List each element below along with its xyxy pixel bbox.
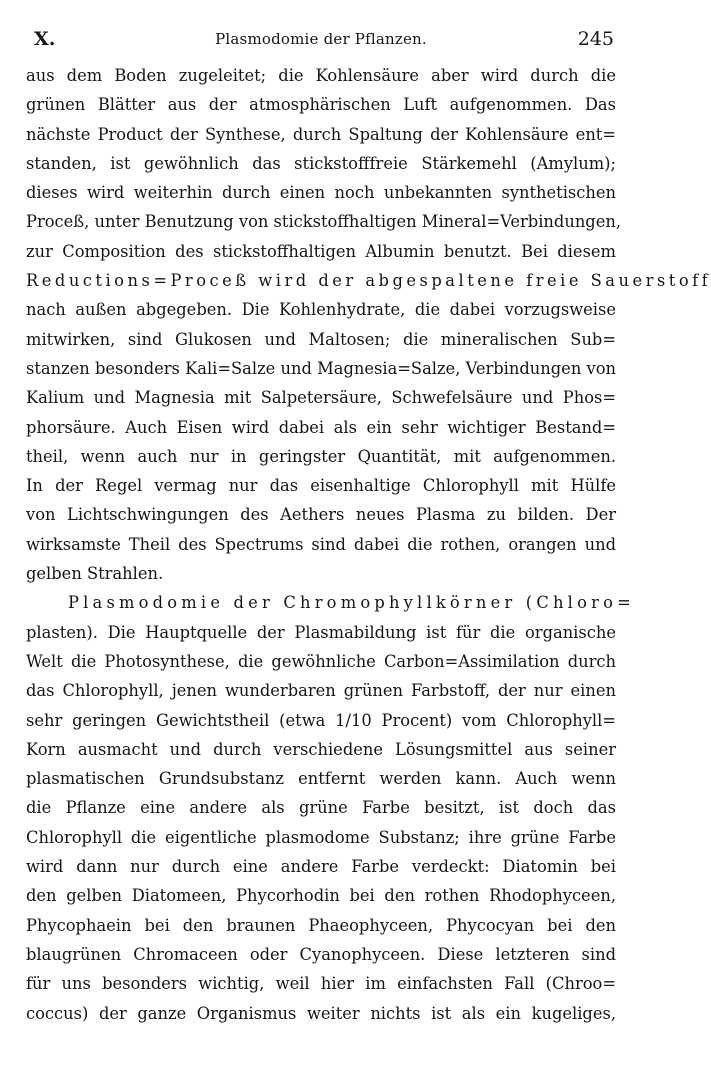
text-line: grünen Blätter aus der atmosphärischen Luft aufgenommen. Das — [26, 95, 616, 115]
text-line: theil, wenn auch nur in geringster Quantität, mit aufgenommen. — [26, 446, 616, 466]
page-number: 245 — [577, 28, 614, 50]
text-line: nach außen abgegeben. Die Kohlenhydrate, die dabei vorzugsweise — [26, 300, 616, 320]
text-line: nächste Product der Synthese, durch Spaltung der Kohlensäure ent= — [26, 124, 616, 144]
text-line: wird dann nur durch eine andere Farbe verdeckt: Diatomin bei — [26, 857, 616, 877]
text-line: Korn ausmacht und durch verschiedene Lösungsmittel aus seiner — [26, 739, 616, 759]
text-line: von Lichtschwingungen des Aethers neues Plasma zu bilden. Der — [26, 505, 616, 525]
main-text — [26, 61, 711, 1028]
text-line: wirksamste Theil des Spectrums sind dabei die rothen, orangen und — [26, 534, 616, 554]
text-line: dieses wird weiterhin durch einen noch unbekannten synthetischen — [26, 183, 616, 203]
text-line: die Pflanze eine andere als grüne Farbe besitzt, ist doch das — [26, 798, 616, 818]
text-line: Kalium und Magnesia mit Salpetersäure, Schwefelsäure und Phos= — [26, 388, 616, 408]
text-line: aus dem Boden zugeleitet; die Kohlensäure aber wird durch die — [26, 66, 616, 85]
text-line: Reductions=Proceß wird der abgespaltene freie Sauerstoff — [26, 271, 711, 291]
text-line: Phycophaein bei den braunen Phaeophyceen, Phycocyan bei den — [26, 915, 616, 935]
text-line: Chlorophyll die eigentliche plasmodome Substanz; ihre grüne Farbe — [26, 827, 616, 847]
text-line: zur Composition des stickstoffhaltigen Albumin benutzt. Bei diesem — [26, 241, 616, 261]
running-title: Plasmodomie der Pflanzen. — [215, 30, 427, 48]
text-line: coccus) der ganze Organismus weiter nichts ist als ein kugeliges, — [26, 1003, 616, 1023]
text-line: sehr geringen Gewichtstheil (etwa 1/10 Procent) vom Chlorophyll= — [26, 710, 616, 730]
paragraph — [26, 61, 711, 588]
text-line: blaugrünen Chromaceen oder Cyanophyceen. Diese letzteren sind — [26, 944, 616, 964]
text-line: den gelben Diatomeen, Phycorhodin bei den rothen Rhodophyceen, — [26, 886, 616, 906]
paragraph — [26, 588, 635, 1027]
chapter-number: X. — [34, 28, 56, 50]
text-line: plasten). Die Hauptquelle der Plasmabildung ist für die organische — [26, 622, 616, 642]
text-line: stanzen besonders Kali=Salze und Magnesia=Salze, Verbindungen von — [26, 358, 616, 378]
text-line: phorsäure. Auch Eisen wird dabei als ein sehr wichtiger Bestand= — [26, 417, 616, 437]
text-line: Welt die Photosynthese, die gewöhnliche Carbon=Assimilation durch — [26, 651, 616, 671]
text-line: plasmatischen Grundsubstanz entfernt werden kann. Auch wenn — [26, 769, 616, 789]
text-line: gelben Strahlen. — [26, 564, 164, 584]
text-line: standen, ist gewöhnlich das stickstofffreie Stärkemehl (Amylum); — [26, 153, 616, 173]
text-line: für uns besonders wichtig, weil hier im einfachsten Fall (Chroo= — [26, 974, 616, 994]
running-head — [26, 25, 616, 53]
text-line: In der Regel vermag nur das eisenhaltige Chlorophyll mit Hülfe — [26, 476, 616, 496]
section-heading-line: Plasmodomie der Chromophyllkörner (Chloro= — [68, 593, 635, 613]
text-line: mitwirken, sind Glukosen und Maltosen; die mineralischen Sub= — [26, 329, 616, 349]
text-line: das Chlorophyll, jenen wunderbaren grünen Farbstoff, der nur einen — [26, 681, 616, 701]
text-line: Proceß, unter Benutzung von stickstoffhaltigen Mineral=Verbindungen, — [26, 212, 622, 232]
